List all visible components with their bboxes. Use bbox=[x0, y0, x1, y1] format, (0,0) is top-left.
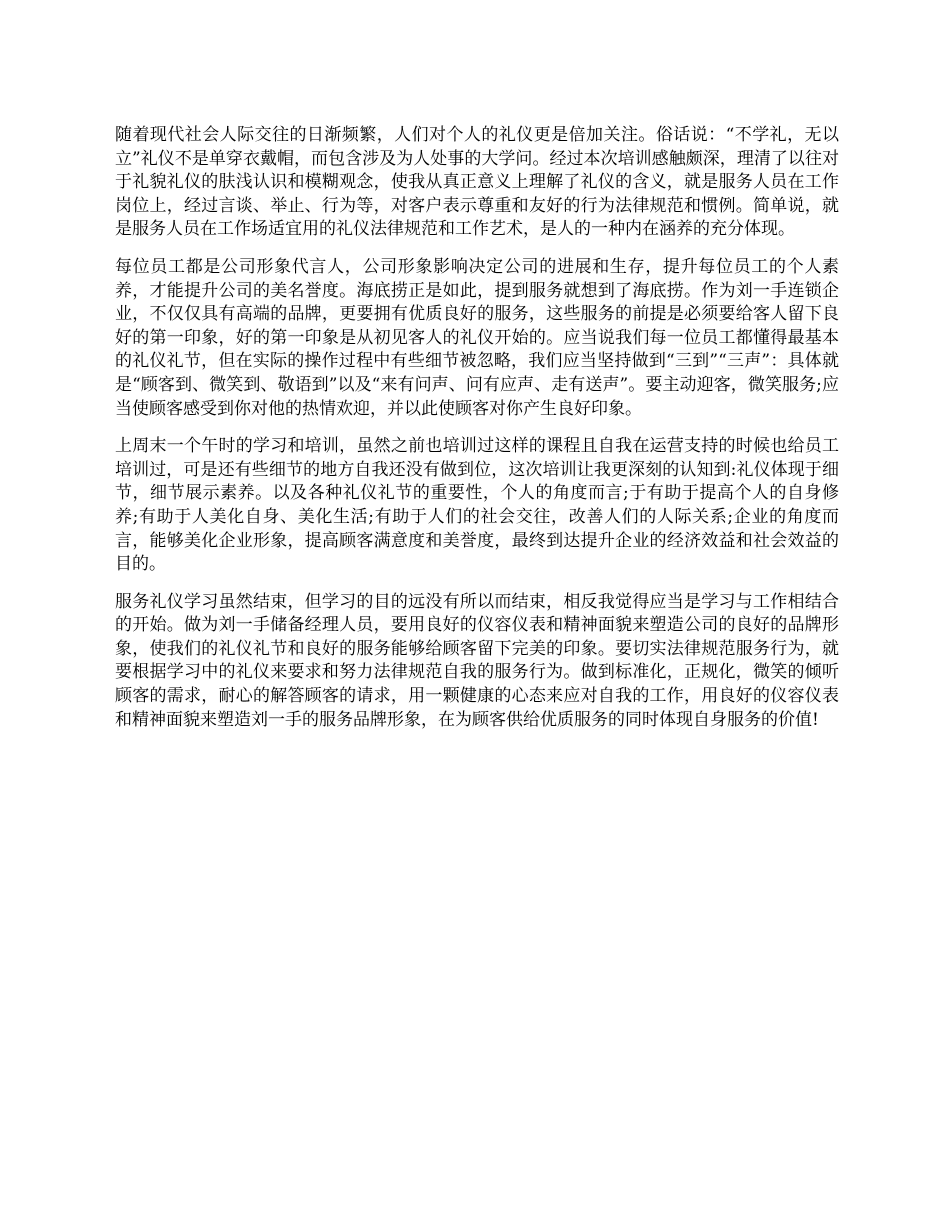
paragraph-1: 随着现代社会人际交往的日渐频繁，人们对个人的礼仪更是倍加关注。俗话说：“不学礼，无以立”礼仪不是单穿衣戴帽，而包含涉及为人处事的大学问。经过本次培训感触颇深，理清了以往对于礼貌礼仪的肤浅认识和模糊观念，使我从真正意义上理解了礼仪的含义，就是服务人员在工作岗位上，经过言谈、举止、行为等，对客户表示尊重和友好的行为法律规范和惯例。简单说，就是服务人员在工作场适宜用的礼仪法律规范和工作艺术，是人的一种内在涵养的充分体现。 bbox=[115, 125, 839, 240]
paragraph-2: 每位员工都是公司形象代言人，公司形象影响决定公司的进展和生存，提升每位员工的个人素养，才能提升公司的美名誉度。海底捞正是如此，提到服务就想到了海底捞。作为刘一手连锁企业，不仅仅具有高端的品牌，更要拥有优质良好的服务，这些服务的前提是必须要给客人留下良好的第一印象，好的第一印象是从初见客人的礼仪开始的。应当说我们每一位员工都懂得最基本的礼仪礼节，但在实际的操作过程中有些细节被忽略，我们应当坚持做到“三到”“三声”：具体就是“顾客到、微笑到、敬语到”以及“来有问声、问有应声、走有送声”。要主动迎客，微笑服务;应当使顾客感受到你对他的热情欢迎，并以此使顾客对你产生良好印象。 bbox=[115, 256, 839, 419]
document-body bbox=[115, 124, 839, 746]
paragraph-4: 服务礼仪学习虽然结束，但学习的目的远没有所以而结束，相反我觉得应当是学习与工作相结合的开始。做为刘一手储备经理人员，要用良好的仪容仪表和精神面貌来塑造公司的良好的品牌形象，使我们的礼仪礼节和良好的服务能够给顾客留下完美的印象。要切实法律规范服务行为，就要根据学习中的礼仪来要求和努力法律规范自我的服务行为。做到标准化，正规化，微笑的倾听顾客的需求，耐心的解答顾客的请求，用一颗健康的心态来应对自我的工作，用良好的仪容仪表和精神面貌来塑造刘一手的服务品牌形象，在为顾客供给优质服务的同时体现自身服务的价值! bbox=[115, 591, 839, 730]
paragraph-3: 上周末一个午时的学习和培训，虽然之前也培训过这样的课程且自我在运营支持的时候也给员工培训过，可是还有些细节的地方自我还没有做到位，这次培训让我更深刻的认知到:礼仪体现于细节，细节展示素养。以及各种礼仪礼节的重要性，个人的角度而言;于有助于提高个人的自身修养;有助于人美化自身、美化生活;有助于人们的社会交往，改善人们的人际关系;企业的角度而言，能够美化企业形象，提高顾客满意度和美誉度，最终到达提升企业的经济效益和社会效益的目的。 bbox=[115, 436, 839, 575]
